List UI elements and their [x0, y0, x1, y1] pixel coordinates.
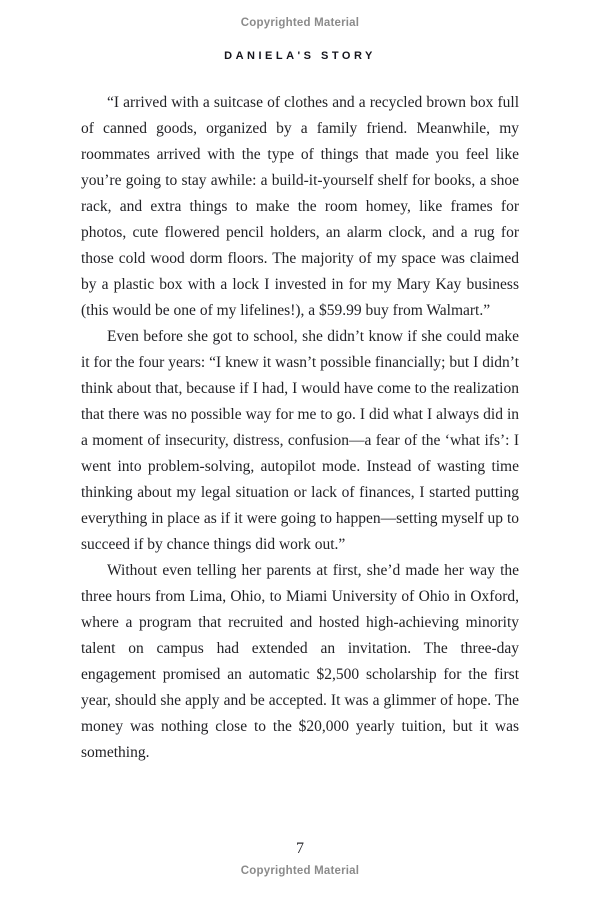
body-text: [81, 90, 519, 766]
running-head-chapter-title: DANIELA'S STORY: [224, 50, 376, 62]
copyright-notice-top: Copyrighted Material: [240, 17, 360, 29]
paragraph-2: Even before she got to school, she didn’t know if she could make it for the four years: “I knew it wasn’t possible financially; but I didn’t think about that, because if I had, I would have come to the realization that there was no possible way for me to go. I did what I always did in a moment of insecurity, distress, confusion—a fear of the ‘what ifs’: I went into problem-solving, autopilot mode. Instead of wasting time thinking about my legal situation or lack of finances, I started putting everything in place as if it were going to happen—setting myself up to succeed if by chance things did work out.”: [81, 328, 519, 553]
page-number: 7: [296, 840, 304, 857]
paragraph-1: “I arrived with a suitcase of clothes and a recycled brown box full of canned goods, organized by a family friend. Meanwhile, my roommates arrived with the type of things that made you feel like you’re going to stay awhile: a build-it-yourself shelf for books, a shoe rack, and extra things to make the room homey, like frames for photos, cute flowered pencil holders, an alarm clock, and a rug for those cold wood dorm floors. The majority of my space was claimed by a plastic box with a lock I invested in for my Mary Kay business (this would be one of my lifelines!), a $59.99 buy from Walmart.”: [81, 94, 519, 319]
paragraph-3: Without even telling her parents at first, she’d made her way the three hours from Lima, Ohio, to Miami University of Ohio in Oxford, where a program that recruited and hosted high-achieving minority talent on campus had extended an invitation. The three-day engagement promised an automatic $2,500 scholarship for the first year, should she apply and be accepted. It was a glimmer of hope. The money was nothing close to the $20,000 yearly tuition, but it was something.: [81, 562, 519, 761]
copyright-notice-bottom: Copyrighted Material: [240, 865, 360, 877]
